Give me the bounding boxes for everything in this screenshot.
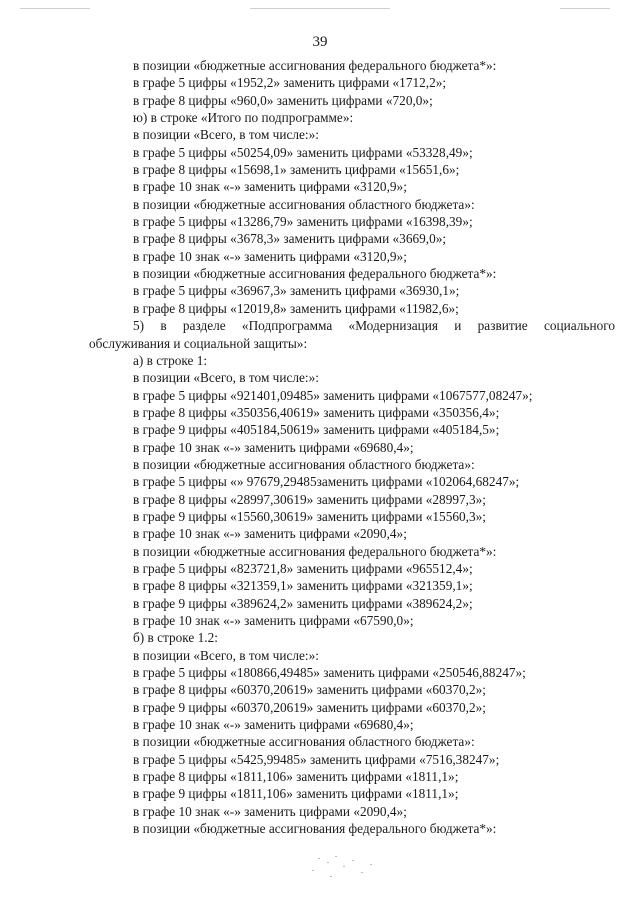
- text-line: в графе 5 цифры «921401,09485» заменить цифрами «1067577,08247»;: [133, 387, 533, 403]
- document-body: [0, 57, 640, 837]
- text-line: в графе 5 цифры «» 97679,29485заменить цифрами «102064,68247»;: [133, 474, 520, 490]
- text-line: в графе 10 знак «-» заменить цифрами «3120,9»;: [133, 179, 407, 195]
- text-line: в позиции «Всего, в том числе:»:: [133, 370, 319, 386]
- text-line: в графе 8 цифры «321359,1» заменить цифрами «321359,1»;: [133, 578, 473, 594]
- text-line: в графе 9 цифры «389624,2» заменить цифрами «389624,2»;: [133, 595, 473, 611]
- text-line: в графе 9 цифры «1811,106» заменить цифрами «1811,1»;: [133, 786, 459, 802]
- text-line: в графе 10 знак «-» заменить цифрами «67590,0»;: [133, 613, 414, 628]
- text-line: в графе 9 цифры «60370,20619» заменить цифрами «60370,2»;: [133, 699, 486, 715]
- text-line: в позиции «бюджетные ассигнования областного бюджета»:: [133, 196, 475, 212]
- text-line: в позиции «Всего, в том числе:»:: [133, 127, 319, 143]
- text-line: в позиции «бюджетные ассигнования федерального бюджета*»:: [133, 266, 497, 282]
- text-line: в позиции «бюджетные ассигнования областного бюджета»:: [133, 456, 475, 472]
- text-line: в графе 8 цифры «60370,20619» заменить цифрами «60370,2»;: [133, 682, 486, 698]
- section-heading-line: 5) в разделе «Подпрограмма «Модернизация и развитие социального: [133, 318, 615, 334]
- text-line: в графе 10 знак «-» заменить цифрами «2090,4»;: [133, 803, 407, 819]
- text-line: в графе 8 цифры «28997,30619» заменить цифрами «28997,3»;: [133, 491, 486, 507]
- section-heading-continuation: обслуживания и социальной защиты»:: [89, 335, 308, 351]
- text-line: в позиции «Всего, в том числе:»:: [133, 647, 319, 663]
- text-line: в графе 8 цифры «15698,1» заменить цифрами «15651,6»;: [133, 162, 460, 178]
- scan-edge-mark: [20, 8, 90, 9]
- text-line: б) в строке 1.2:: [133, 630, 218, 646]
- text-line: в графе 5 цифры «50254,09» заменить цифрами «53328,49»;: [133, 144, 473, 160]
- text-line: в графе 8 цифры «3678,3» заменить цифрами «3669,0»;: [133, 231, 447, 247]
- text-line: в графе 10 знак «-» заменить цифрами «69680,4»;: [133, 439, 414, 455]
- text-line: в графе 5 цифры «36967,3» заменить цифрами «36930,1»;: [133, 283, 460, 299]
- text-line: в графе 8 цифры «350356,40619» заменить цифрами «350356,4»;: [133, 404, 500, 420]
- text-line: ю) в строке «Итого по подпрограмме»:: [133, 110, 354, 126]
- text-line: в графе 9 цифры «15560,30619» заменить цифрами «15560,3»;: [133, 508, 486, 524]
- text-line: в графе 8 цифры «12019,8» заменить цифрами «11982,6»;: [133, 300, 459, 316]
- text-line: в позиции «бюджетные ассигнования федерального бюджета*»:: [133, 543, 497, 559]
- text-line: в графе 10 знак «-» заменить цифрами «69680,4»;: [133, 717, 414, 733]
- text-line: в графе 10 знак «-» заменить цифрами «2090,4»;: [133, 526, 407, 542]
- text-line: в графе 5 цифры «180866,49485» заменить цифрами «250546,88247»;: [133, 665, 526, 681]
- text-line: в графе 5 цифры «1952,2» заменить цифрами «1712,2»;: [133, 75, 447, 91]
- text-line: в графе 8 цифры «960,0» заменить цифрами «720,0»;: [133, 92, 433, 108]
- scan-edge-mark: [560, 8, 610, 9]
- text-line: в графе 5 цифры «13286,79» заменить цифрами «16398,39»;: [133, 214, 473, 230]
- text-line: в графе 8 цифры «1811,106» заменить цифрами «1811,1»;: [133, 769, 459, 785]
- page-number: 39: [312, 34, 328, 50]
- text-line: в графе 9 цифры «405184,50619» заменить цифрами «405184,5»;: [133, 422, 500, 438]
- scan-edge-mark: [250, 8, 390, 9]
- text-line: в графе 5 цифры «823721,8» заменить цифрами «965512,4»;: [133, 560, 473, 576]
- text-line: в графе 10 знак «-» заменить цифрами «3120,9»;: [133, 248, 407, 264]
- text-line: в графе 5 цифры «5425,99485» заменить цифрами «7516,38247»;: [133, 751, 500, 767]
- text-line: в позиции «бюджетные ассигнования федерального бюджета*»:: [133, 58, 497, 73]
- text-line: а) в строке 1:: [133, 352, 208, 368]
- text-line: в позиции «бюджетные ассигнования областного бюджета»:: [133, 734, 475, 750]
- text-line: в позиции «бюджетные ассигнования федерального бюджета*»:: [133, 821, 497, 837]
